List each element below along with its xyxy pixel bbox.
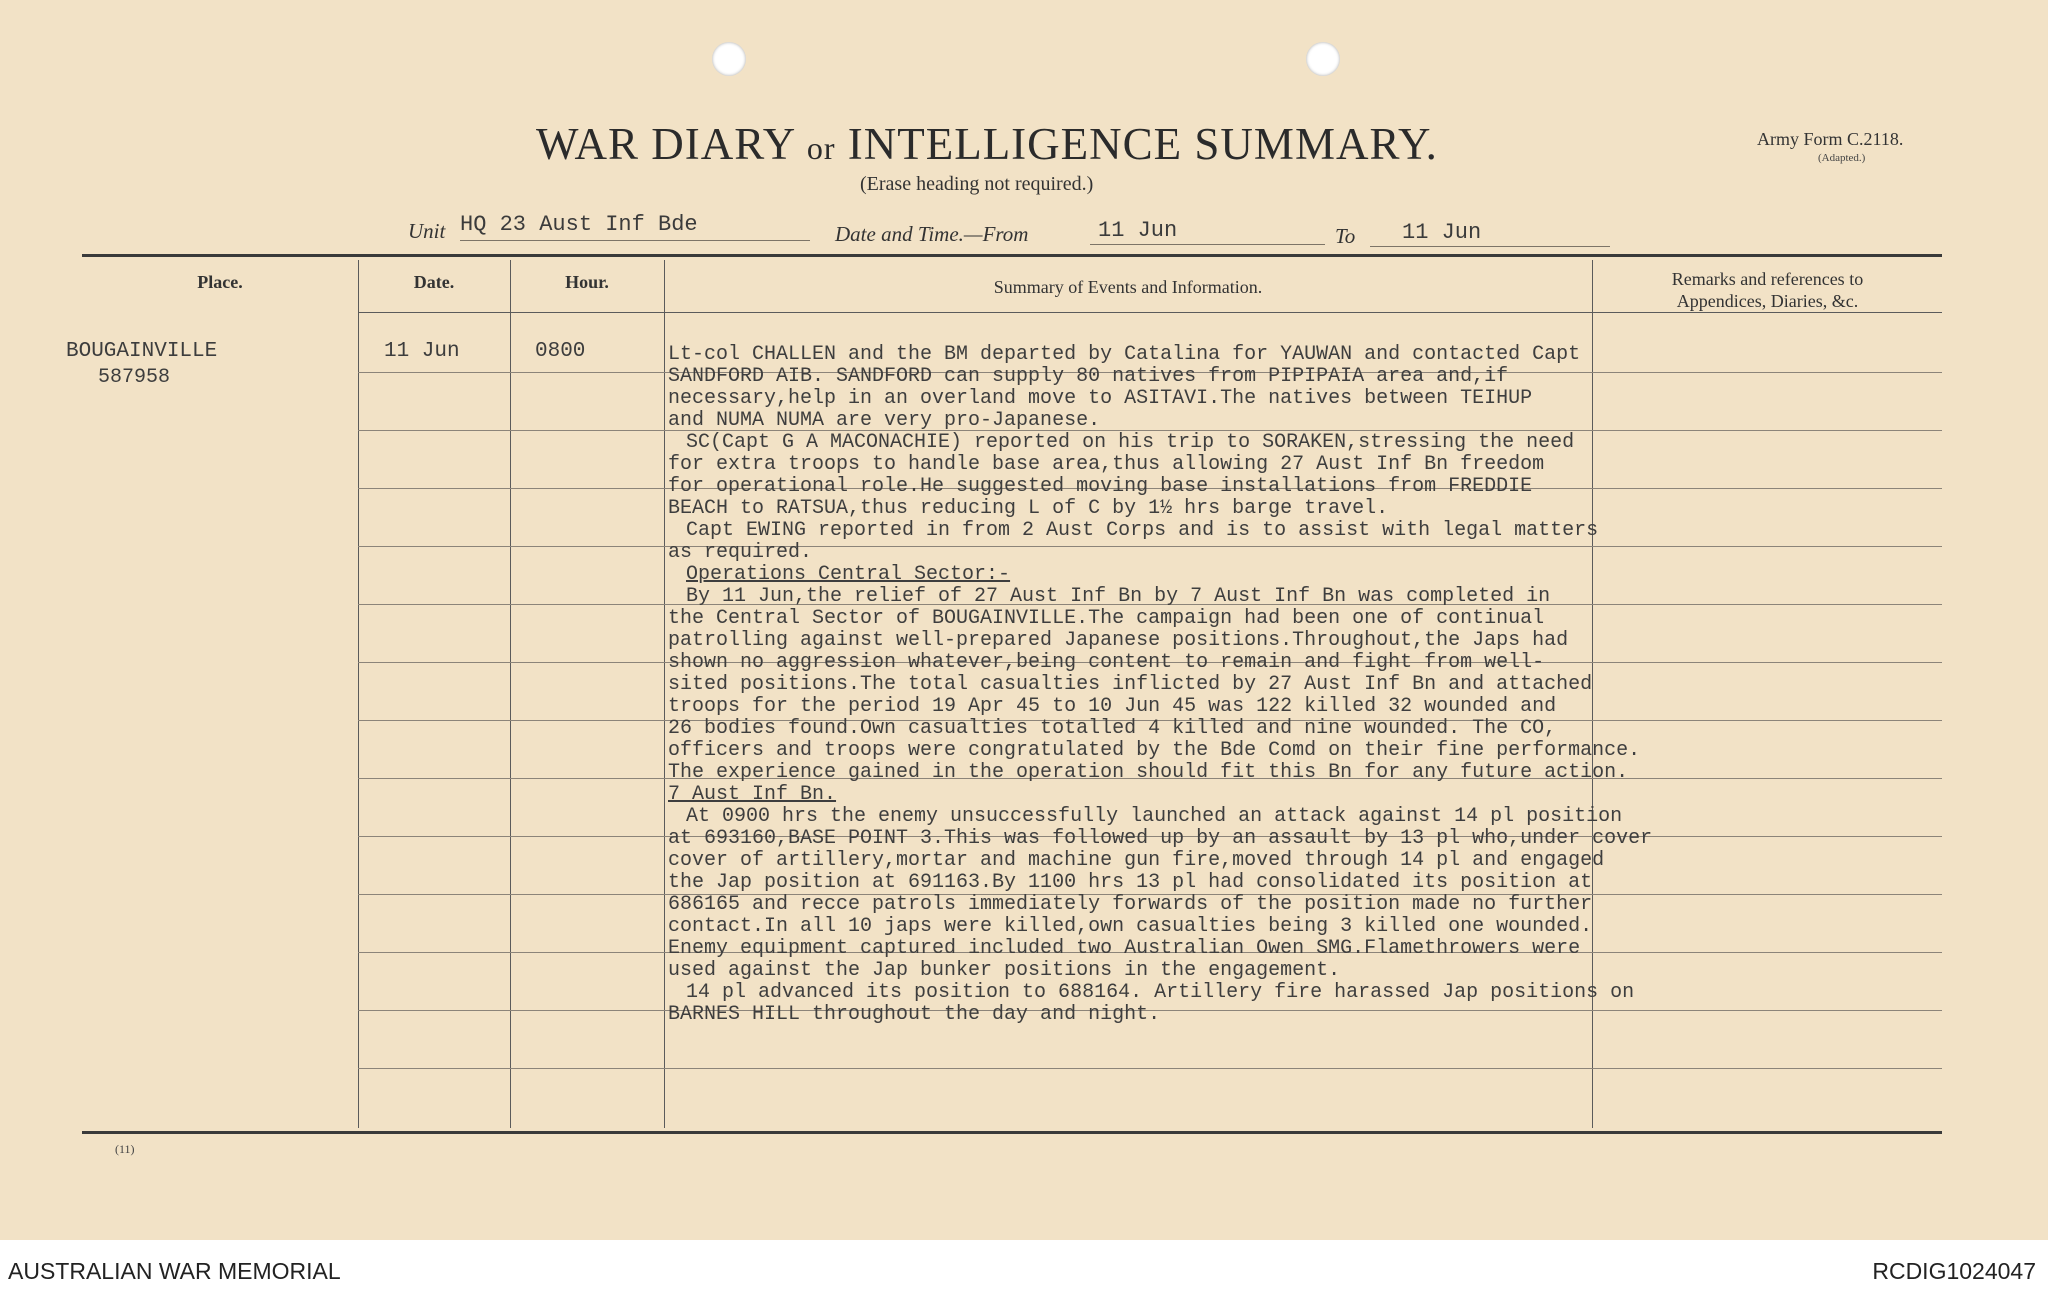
entry-hour: 0800 [535,340,586,363]
entry-place: BOUGAINVILLE [66,340,218,363]
header-summary: Summary of Events and Information. [993,277,1263,297]
col-divider-place [358,260,359,1128]
summary-line: shown no aggression whatever,being content to remain and fight from well- [668,652,1545,674]
summary-line: 7 Aust Inf Bn. [668,784,837,806]
date-time-label: Date and Time.—From [835,222,1029,246]
title-intelligence-summary: INTELLIGENCE SUMMARY. [847,119,1438,169]
title-war-diary: WAR DIARY [536,119,795,169]
summary-line: contact.In all 10 japs were killed,own casualties being 3 killed one wounded. [668,916,1593,938]
summary-line: as required. [668,542,813,564]
summary-line: 686165 and recce patrols immediately forwards of the position made no further [668,894,1593,916]
summary-line: and NUMA NUMA are very pro-Japanese. [668,410,1101,432]
summary-line: Operations Central Sector:- [686,564,1011,586]
summary-line: the Jap position at 691163.By 1100 hrs 13 pl had consolidated its position at [668,872,1593,894]
entry-map-ref: 587958 [98,366,171,389]
col-divider-hour [664,260,665,1128]
unit-underline [460,240,810,241]
form-number: (11) [115,1142,135,1156]
unit-label: Unit [408,219,446,243]
unit-value: HQ 23 Aust Inf Bde [460,212,698,237]
summary-line: officers and troops were congratulated by the Bde Comd on their fine performance. [668,740,1641,762]
header-hour: Hour. [565,272,609,292]
row-rule [358,1068,1942,1069]
summary-line: for operational role.He suggested moving base installations from FREDDIE [668,476,1533,498]
summary-line: Lt-col CHALLEN and the BM departed by Catalina for YAUWAN and contacted Capt [668,344,1581,366]
header-date: Date. [413,272,455,292]
col-divider-date [510,260,511,1128]
page-title [536,118,1486,170]
summary-line: SC(Capt G A MACONACHIE) reported on his trip to SORAKEN,stressing the need [686,432,1575,454]
summary-line: the Central Sector of BOUGAINVILLE.The campaign had been one of continual [668,608,1545,630]
archive-credit: AUSTRALIAN WAR MEMORIAL [8,1258,341,1284]
summary-line: used against the Jap bunker positions in the engagement. [668,960,1341,982]
army-form-note: (Adapted.) [1818,152,1866,164]
summary-line: 14 pl advanced its position to 688164. Artillery fire harassed Jap positions on [686,982,1635,1004]
summary-line: patrolling against well-prepared Japanese positions.Throughout,the Japs had [668,630,1569,652]
summary-line: SANDFORD AIB. SANDFORD can supply 80 natives from PIPIPAIA area and,if [668,366,1509,388]
summary-line: at 693160,BASE POINT 3.This was followed up by an assault by 13 pl who,under cover [668,828,1653,850]
punch-hole-right [1306,42,1340,76]
header-place: Place. [197,272,243,292]
date-to-value: 11 Jun [1402,220,1482,245]
summary-line: By 11 Jun,the relief of 27 Aust Inf Bn by 7 Aust Inf Bn was completed in [686,586,1551,608]
army-form-ref: Army Form C.2118. [1757,129,1904,149]
page-subtitle: (Erase heading not required.) [860,173,1094,195]
summary-line: troops for the period 19 Apr 45 to 10 Jun 45 was 122 killed 32 wounded and [668,696,1557,718]
summary-line: 26 bodies found.Own casualties totalled 4 killed and nine wounded. The CO, [668,718,1557,740]
header-remarks-line2: Appendices, Diaries, &c. [1676,291,1859,311]
date-from-value: 11 Jun [1098,218,1178,243]
summary-line: for extra troops to handle base area,thus allowing 27 Aust Inf Bn freedom [668,454,1545,476]
header-rule [358,312,1942,313]
punch-hole-left [712,42,746,76]
entry-date: 11 Jun [384,340,460,363]
date-to-underline [1370,246,1610,247]
summary-line: The experience gained in the operation should fit this Bn for any future action. [668,762,1629,784]
date-to-label: To [1335,224,1356,248]
archive-id: RCDIG1024047 [1872,1258,2036,1284]
summary-line: At 0900 hrs the enemy unsuccessfully launched an attack against 14 pl position [686,806,1623,828]
summary-text [668,344,1928,1026]
summary-line: BEACH to RATSUA,thus reducing L of C by 1½ hrs barge travel. [668,498,1389,520]
summary-line: cover of artillery,mortar and machine gun fire,moved through 14 pl and engaged [668,850,1605,872]
header-remarks-line1: Remarks and references to [1671,269,1864,289]
summary-line: Capt EWING reported in from 2 Aust Corps and is to assist with legal matters [686,520,1599,542]
header-remarks [1595,268,1940,312]
date-from-underline [1090,244,1325,245]
title-or: or [806,130,836,166]
summary-line: sited positions.The total casualties inflicted by 27 Aust Inf Bn and attached [668,674,1593,696]
summary-line: BARNES HILL throughout the day and night. [668,1004,1161,1026]
summary-line: necessary,help in an overland move to ASITAVI.The natives between TEIHUP [668,388,1533,410]
summary-line: Enemy equipment captured included two Australian Owen SMG.Flamethrowers were [668,938,1581,960]
